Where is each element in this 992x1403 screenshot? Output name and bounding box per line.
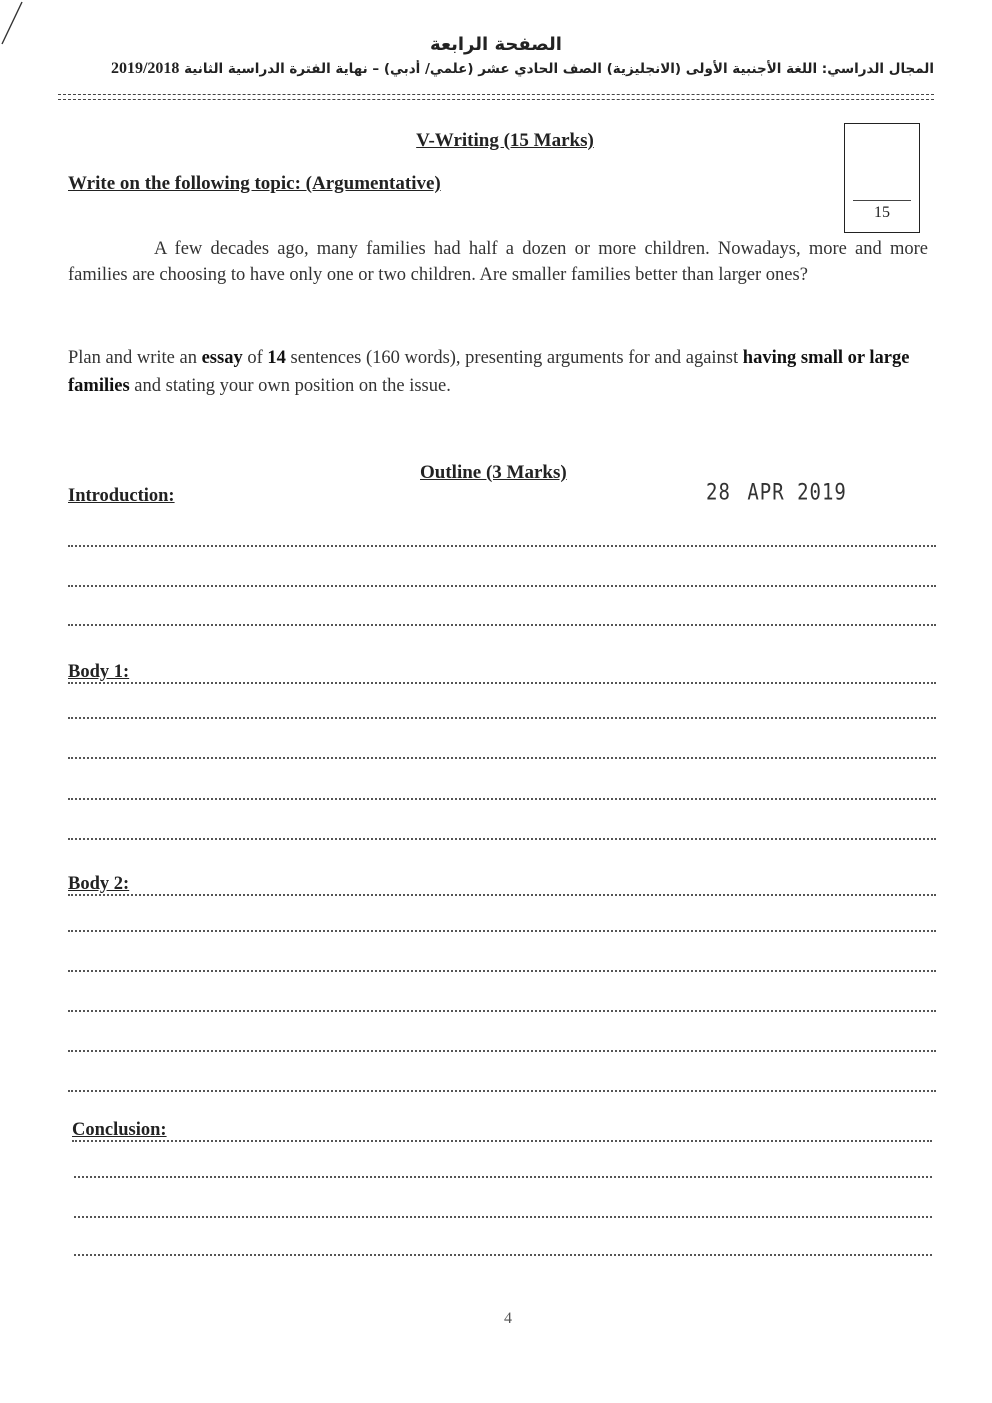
essay-prompt: [68, 236, 928, 288]
stamp-day: 28: [706, 480, 731, 506]
writing-line: [68, 682, 936, 684]
conclusion-line[interactable]: [72, 1120, 932, 1146]
prompt-text: A few decades ago, many families had half a dozen or more children. Nowadays, more and more families are choosing to have only one or two children. Are smaller families better than larger ones?: [68, 239, 928, 285]
stamp-month-year: APR 2019: [747, 480, 847, 506]
exam-header-arabic: [58, 60, 934, 78]
body1-label: Body 1:: [68, 662, 133, 682]
writing-line[interactable]: [68, 585, 936, 587]
writing-line[interactable]: [68, 930, 936, 932]
writing-line[interactable]: [74, 1176, 932, 1178]
instr-text-2: of: [242, 348, 268, 368]
writing-line[interactable]: [68, 624, 936, 626]
page-label-arabic: الصفحة الرابعة: [430, 34, 562, 55]
body2-line[interactable]: [68, 874, 936, 900]
instr-text-3: sentences (160 words), presenting arguments for and against: [285, 348, 743, 368]
writing-line[interactable]: [74, 1216, 932, 1218]
header-rule-1: [58, 94, 934, 95]
body2-label: Body 2:: [68, 874, 133, 894]
exam-subject-line: المجال الدراسي: اللغة الأجنبية الأولى (الانجليزية) الصف الحادي عشر (علمي/ أدبي) – نهاية الفترة الدراسية الثانية: [184, 61, 934, 77]
writing-line[interactable]: [68, 545, 936, 547]
score-box: [844, 123, 920, 233]
score-divider: [853, 200, 911, 201]
body1-line[interactable]: [68, 662, 936, 688]
writing-line[interactable]: [74, 1254, 932, 1256]
writing-line[interactable]: [68, 717, 936, 719]
instr-text-4: and stating your own position on the issue.: [129, 376, 451, 396]
writing-line[interactable]: [68, 757, 936, 759]
introduction-label-text: Introduction:: [68, 486, 179, 506]
outline-title: Outline (3 Marks): [420, 462, 567, 483]
date-stamp: [706, 480, 847, 505]
conclusion-label: Conclusion:: [72, 1120, 171, 1140]
header-rule-2: [58, 99, 934, 100]
academic-year: 2019/2018: [110, 60, 180, 77]
writing-line[interactable]: [68, 1090, 936, 1092]
instr-bold-essay: essay: [201, 348, 243, 368]
writing-line[interactable]: [68, 970, 936, 972]
page-number: 4: [504, 1310, 512, 1327]
writing-line[interactable]: [68, 1010, 936, 1012]
writing-line[interactable]: [68, 1050, 936, 1052]
writing-line: [68, 894, 936, 896]
instr-bold-count: 14: [267, 348, 286, 368]
introduction-label: [68, 486, 179, 507]
writing-line[interactable]: [68, 798, 936, 800]
topic-heading: Write on the following topic: (Argumentative): [68, 173, 441, 194]
essay-instructions: [68, 344, 928, 400]
instr-text-1: Plan and write an: [68, 348, 202, 368]
writing-line[interactable]: [68, 838, 936, 840]
score-total: 15: [874, 204, 890, 221]
writing-line: [72, 1140, 932, 1142]
instr-bold-topic: having small or large families: [68, 348, 910, 396]
section-title: V-Writing (15 Marks): [416, 130, 594, 151]
